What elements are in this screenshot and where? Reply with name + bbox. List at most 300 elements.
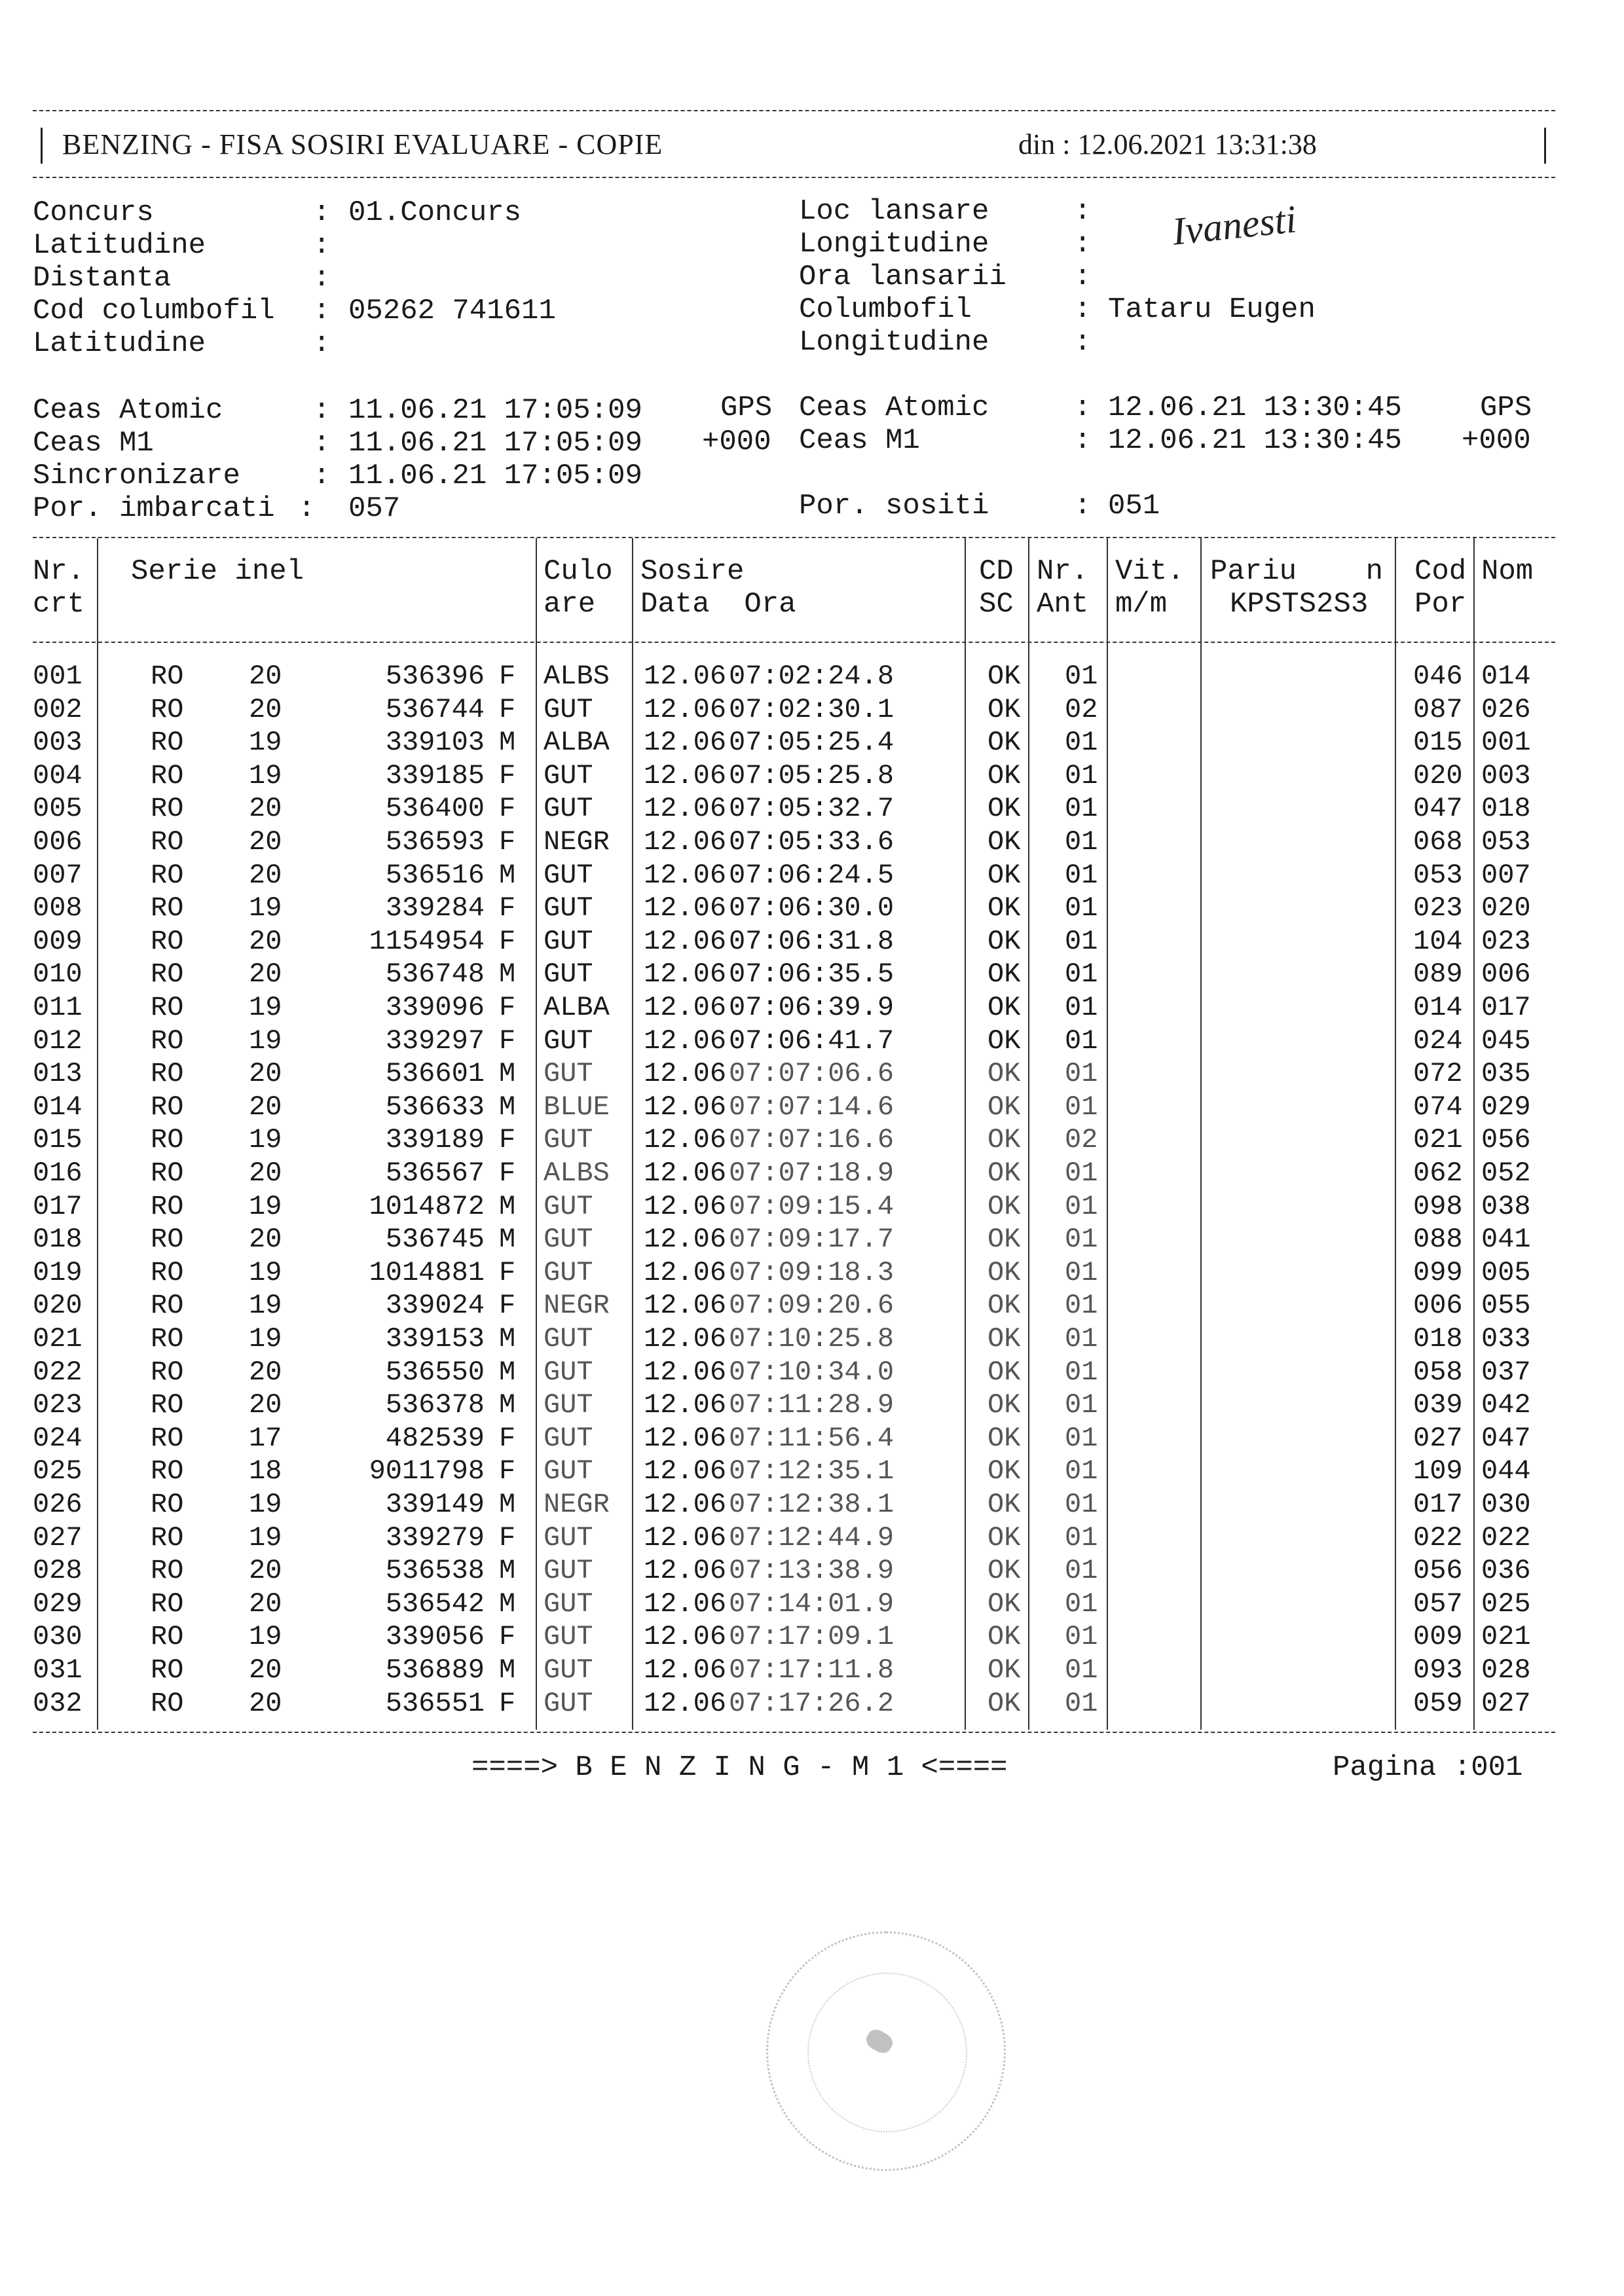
cell-ant: 01 [1065, 826, 1098, 858]
cell-culoare: ALBS [544, 1157, 610, 1189]
clock-left-value-1: 11.06.21 17:05:09 [348, 427, 642, 460]
cell-sex: F [499, 1522, 516, 1554]
cell-inel: 339185 [385, 759, 485, 792]
cell-nr: 009 [33, 925, 83, 957]
table-row [33, 859, 1555, 892]
cell-cd: OK [987, 1091, 1021, 1123]
cell-ora: 07:05:33.6 [729, 826, 895, 858]
cell-ant: 01 [1065, 1058, 1098, 1090]
cell-sex: F [499, 826, 516, 858]
cell-ora: 07:07:16.6 [729, 1124, 895, 1156]
cell-culoare: GUT [544, 1256, 593, 1288]
info-right-sep-0: : [1074, 195, 1092, 228]
cell-cd: OK [987, 1025, 1021, 1057]
cell-ora: 07:06:30.0 [729, 892, 895, 924]
cell-nom: 029 [1481, 1091, 1531, 1123]
cell-an: 18 [249, 1455, 282, 1487]
cell-cod: 057 [1413, 1588, 1463, 1620]
cell-culoare: GUT [544, 693, 593, 725]
cell-cd: OK [987, 1654, 1021, 1686]
cell-data: 12.06 [644, 1058, 727, 1090]
cell-tara: RO [151, 1621, 184, 1653]
cell-culoare: GUT [544, 892, 593, 924]
cell-cod: 039 [1413, 1389, 1463, 1421]
info-right-sep-3: : [1074, 293, 1092, 326]
cell-data: 12.06 [644, 693, 727, 725]
cell-data: 12.06 [644, 1290, 727, 1322]
cell-cd: OK [987, 759, 1021, 792]
clock-left-label-1: Ceas M1 [33, 427, 154, 460]
cell-nom: 028 [1481, 1654, 1531, 1686]
info-left-label-0: Concurs [33, 196, 154, 229]
info-left-label-2: Distanta [33, 262, 172, 295]
cell-culoare: NEGR [544, 1489, 610, 1520]
table-row [33, 1057, 1555, 1090]
cell-culoare: GUT [544, 1389, 593, 1421]
clock-left-value-3: 057 [348, 492, 401, 525]
cell-ora: 07:02:30.1 [729, 693, 895, 725]
cell-ora: 07:07:18.9 [729, 1157, 895, 1189]
cell-culoare: GUT [544, 1522, 593, 1554]
cell-inel: 536551 [385, 1687, 485, 1719]
cell-sex: M [499, 1058, 516, 1090]
cell-ant: 01 [1065, 925, 1098, 957]
cell-sex: F [499, 1124, 516, 1156]
cell-ant: 01 [1065, 958, 1098, 991]
table-row [33, 1654, 1555, 1686]
cell-culoare: GUT [544, 1422, 593, 1454]
col-header-sosire [640, 555, 796, 621]
cell-culoare: GUT [544, 1323, 593, 1355]
cell-cod: 020 [1413, 759, 1463, 792]
cell-inel: 536538 [385, 1555, 485, 1587]
info-right-value-3: Tataru Eugen [1108, 293, 1316, 326]
col-header-culoare [544, 555, 613, 621]
cell-nom: 022 [1481, 1522, 1531, 1554]
header-left-bar [41, 128, 43, 164]
cell-tara: RO [151, 661, 184, 692]
table-row [33, 1488, 1555, 1521]
cell-nr: 012 [33, 1025, 83, 1057]
cell-an: 19 [249, 1522, 282, 1554]
cell-culoare: GUT [544, 1356, 593, 1388]
cell-ora: 07:05:25.8 [729, 759, 895, 792]
cell-data: 12.06 [644, 1091, 727, 1123]
table-row [33, 892, 1555, 924]
info-left-value-3: 05262 741611 [348, 295, 556, 327]
cell-culoare: BLUE [544, 1091, 610, 1123]
cell-tara: RO [151, 1157, 184, 1189]
cell-cd: OK [987, 1588, 1021, 1620]
cell-tara: RO [151, 1224, 184, 1256]
cell-nr: 018 [33, 1224, 83, 1256]
cell-an: 19 [249, 1290, 282, 1322]
col-header-ant-line2: Ant [1037, 588, 1089, 621]
cell-ora: 07:07:06.6 [729, 1058, 895, 1090]
table-row [33, 925, 1555, 958]
cell-inel: 339153 [385, 1323, 485, 1355]
cell-ora: 07:12:35.1 [729, 1455, 895, 1487]
table-row [33, 1522, 1555, 1554]
cell-inel: 536550 [385, 1356, 485, 1388]
cell-sex: M [499, 727, 516, 759]
info-right-sep-1: : [1074, 228, 1092, 261]
cell-cd: OK [987, 727, 1021, 759]
cell-data: 12.06 [644, 992, 727, 1023]
info-right-sep-2: : [1074, 261, 1092, 293]
cell-ant: 01 [1065, 1555, 1098, 1587]
cell-sex: M [499, 1190, 516, 1222]
cell-cd: OK [987, 1256, 1021, 1288]
cell-tara: RO [151, 1058, 184, 1090]
cell-nom: 042 [1481, 1389, 1531, 1421]
cell-sex: F [499, 992, 516, 1023]
cell-ant: 01 [1065, 1621, 1098, 1653]
cell-nom: 005 [1481, 1256, 1531, 1288]
cell-nom: 018 [1481, 793, 1531, 825]
cell-inel: 536567 [385, 1157, 485, 1189]
cell-data: 12.06 [644, 1190, 727, 1222]
cell-cd: OK [987, 859, 1021, 891]
cell-nr: 006 [33, 826, 83, 858]
cell-tara: RO [151, 1422, 184, 1454]
cell-nr: 013 [33, 1058, 83, 1090]
cell-an: 19 [249, 1256, 282, 1288]
cell-sex: F [499, 1621, 516, 1653]
cell-nr: 017 [33, 1190, 83, 1222]
cell-ant: 01 [1065, 793, 1098, 825]
table-row [33, 826, 1555, 858]
table-row [33, 1190, 1555, 1223]
cell-tara: RO [151, 1091, 184, 1123]
cell-cod: 014 [1413, 992, 1463, 1023]
cell-ant: 01 [1065, 1654, 1098, 1686]
cell-inel: 536396 [385, 661, 485, 692]
info-left-label-3: Cod columbofil [33, 295, 275, 327]
cell-cod: 018 [1413, 1323, 1463, 1355]
cell-inel: 339149 [385, 1489, 485, 1520]
cell-tara: RO [151, 727, 184, 759]
cell-nr: 010 [33, 958, 83, 991]
cell-sex: M [499, 958, 516, 991]
cell-inel: 536542 [385, 1588, 485, 1620]
cell-inel: 482539 [385, 1422, 485, 1454]
cell-sex: F [499, 693, 516, 725]
cell-culoare: GUT [544, 1124, 593, 1156]
cell-tara: RO [151, 958, 184, 991]
table-row [33, 958, 1555, 991]
cell-cod: 022 [1413, 1522, 1463, 1554]
cell-cod: 009 [1413, 1621, 1463, 1653]
cell-culoare: GUT [544, 1224, 593, 1256]
cell-cd: OK [987, 925, 1021, 957]
faded-stamp [766, 1931, 1006, 2171]
cell-inel: 536400 [385, 793, 485, 825]
clock-right-sep-0: : [1074, 392, 1092, 424]
cell-inel: 339103 [385, 727, 485, 759]
cell-tara: RO [151, 826, 184, 858]
cell-nom: 055 [1481, 1290, 1531, 1322]
cell-nom: 052 [1481, 1157, 1531, 1189]
cell-cod: 047 [1413, 793, 1463, 825]
cell-cd: OK [987, 661, 1021, 692]
cell-cd: OK [987, 1356, 1021, 1388]
cell-cd: OK [987, 1224, 1021, 1256]
table-row [33, 1554, 1555, 1587]
cell-culoare: GUT [544, 1455, 593, 1487]
info-left-sep-0: : [313, 196, 331, 229]
table-row [33, 1256, 1555, 1289]
cell-nom: 001 [1481, 727, 1531, 759]
info-left-value-0: 01.Concurs [348, 196, 522, 229]
cell-cod: 098 [1413, 1190, 1463, 1222]
cell-inel: 536633 [385, 1091, 485, 1123]
cell-ora: 07:09:15.4 [729, 1190, 895, 1222]
col-header-nr-line1: Nr. [33, 555, 85, 588]
cell-ant: 01 [1065, 759, 1098, 792]
cell-ora: 07:09:18.3 [729, 1256, 895, 1288]
cell-ora: 07:05:25.4 [729, 727, 895, 759]
cell-sex: M [499, 1091, 516, 1123]
cell-cod: 046 [1413, 661, 1463, 692]
cell-data: 12.06 [644, 661, 727, 692]
table-row [33, 991, 1555, 1024]
cell-data: 12.06 [644, 1555, 727, 1587]
clock-right-sep-1: : [1074, 424, 1092, 457]
col-header-pariu-line2: KPSTS2S3 [1230, 588, 1369, 621]
cell-culoare: GUT [544, 1058, 593, 1090]
cell-cd: OK [987, 1422, 1021, 1454]
cell-an: 20 [249, 958, 282, 991]
cell-cod: 056 [1413, 1555, 1463, 1587]
col-header-cod-line2: Por [1414, 588, 1467, 621]
cell-tara: RO [151, 1256, 184, 1288]
cell-nr: 007 [33, 859, 83, 891]
table-row [33, 1687, 1555, 1720]
cell-culoare: NEGR [544, 826, 610, 858]
cell-ant: 01 [1065, 1190, 1098, 1222]
table-row [33, 660, 1555, 693]
cell-ant: 01 [1065, 1422, 1098, 1454]
cell-ora: 07:05:32.7 [729, 793, 895, 825]
cell-cd: OK [987, 892, 1021, 924]
cell-inel: 339284 [385, 892, 485, 924]
info-right-label-2: Ora lansarii [799, 261, 1006, 293]
cell-sex: F [499, 793, 516, 825]
cell-ora: 07:13:38.9 [729, 1555, 895, 1587]
cell-data: 12.06 [644, 1389, 727, 1421]
cell-tara: RO [151, 759, 184, 792]
cell-ora: 07:10:34.0 [729, 1356, 895, 1388]
cell-sex: F [499, 1025, 516, 1057]
cell-culoare: GUT [544, 793, 593, 825]
cell-inel: 1154954 [369, 925, 485, 957]
col-header-nom: Nom [1481, 555, 1534, 588]
cell-nom: 053 [1481, 826, 1531, 858]
cell-sex: M [499, 859, 516, 891]
cell-data: 12.06 [644, 1687, 727, 1719]
cell-inel: 339096 [385, 992, 485, 1023]
cell-ant: 01 [1065, 1356, 1098, 1388]
cell-sex: F [499, 1256, 516, 1288]
cell-data: 12.06 [644, 826, 727, 858]
cell-data: 12.06 [644, 1124, 727, 1156]
col-header-serie: Serie inel [131, 555, 304, 588]
cell-nom: 017 [1481, 992, 1531, 1023]
cell-data: 12.06 [644, 1455, 727, 1487]
cell-culoare: GUT [544, 958, 593, 991]
cell-ora: 07:11:28.9 [729, 1389, 895, 1421]
col-header-cod-line1: Cod [1414, 555, 1467, 588]
cell-an: 20 [249, 793, 282, 825]
col-header-vit [1115, 555, 1185, 621]
cell-culoare: GUT [544, 1190, 593, 1222]
cell-culoare: ALBA [544, 727, 610, 759]
info-right-label-4: Longitudine [799, 326, 989, 359]
cell-sex: M [499, 1356, 516, 1388]
page-number: Pagina :001 [1333, 1751, 1523, 1784]
info-right-label-0: Loc lansare [799, 195, 989, 228]
cell-an: 19 [249, 1190, 282, 1222]
cell-culoare: GUT [544, 1654, 593, 1686]
cell-culoare: GUT [544, 1025, 593, 1057]
cell-nom: 027 [1481, 1687, 1531, 1719]
clock-right-suffix-1: +000 [1462, 424, 1531, 457]
cell-sex: F [499, 759, 516, 792]
table-row [33, 1356, 1555, 1389]
cell-nom: 035 [1481, 1058, 1531, 1090]
cell-inel: 1014881 [369, 1256, 485, 1288]
col-header-ant [1037, 555, 1088, 621]
cell-cod: 053 [1413, 859, 1463, 891]
cell-an: 20 [249, 1224, 282, 1256]
cell-cod: 093 [1413, 1654, 1463, 1686]
cell-ora: 07:11:56.4 [729, 1422, 895, 1454]
table-row [33, 1025, 1555, 1057]
table-top-border [33, 537, 1555, 538]
cell-nr: 024 [33, 1422, 83, 1454]
cell-nr: 030 [33, 1621, 83, 1653]
cell-inel: 536516 [385, 859, 485, 891]
cell-data: 12.06 [644, 793, 727, 825]
cell-cd: OK [987, 1157, 1021, 1189]
cell-data: 12.06 [644, 1522, 727, 1554]
cell-nom: 037 [1481, 1356, 1531, 1388]
cell-sex: F [499, 1422, 516, 1454]
cell-ant: 01 [1065, 1687, 1098, 1719]
cell-nom: 030 [1481, 1489, 1531, 1520]
cell-nr: 016 [33, 1157, 83, 1189]
cell-culoare: GUT [544, 859, 593, 891]
cell-data: 12.06 [644, 1025, 727, 1057]
cell-data: 12.06 [644, 1256, 727, 1288]
table-row [33, 1422, 1555, 1455]
table-row [33, 1091, 1555, 1123]
cell-nr: 021 [33, 1323, 83, 1355]
cell-inel: 536889 [385, 1654, 485, 1686]
cell-ora: 07:14:01.9 [729, 1588, 895, 1620]
cell-inel: 536745 [385, 1224, 485, 1256]
cell-nr: 025 [33, 1455, 83, 1487]
cell-tara: RO [151, 992, 184, 1023]
cell-tara: RO [151, 925, 184, 957]
cell-tara: RO [151, 1555, 184, 1587]
clock-right-sep-2: : [1074, 490, 1092, 522]
cell-cod: 109 [1413, 1455, 1463, 1487]
cell-nr: 014 [33, 1091, 83, 1123]
cell-ora: 07:06:35.5 [729, 958, 895, 991]
cell-inel: 536593 [385, 826, 485, 858]
cell-tara: RO [151, 1654, 184, 1686]
cell-inel: 536378 [385, 1389, 485, 1421]
cell-culoare: ALBA [544, 992, 610, 1023]
cell-ora: 07:17:09.1 [729, 1621, 895, 1653]
cell-sex: M [499, 1323, 516, 1355]
cell-ant: 01 [1065, 1522, 1098, 1554]
cell-cod: 015 [1413, 727, 1463, 759]
cell-inel: 536601 [385, 1058, 485, 1090]
cell-nom: 014 [1481, 661, 1531, 692]
cell-nom: 047 [1481, 1422, 1531, 1454]
cell-nom: 003 [1481, 759, 1531, 792]
cell-cod: 021 [1413, 1124, 1463, 1156]
cell-nr: 031 [33, 1654, 83, 1686]
col-header-ant-line1: Nr. [1037, 555, 1089, 588]
table-row [33, 759, 1555, 792]
cell-sex: F [499, 892, 516, 924]
clock-right-value-0: 12.06.21 13:30:45 [1108, 392, 1402, 424]
cell-cd: OK [987, 1124, 1021, 1156]
cell-sex: F [499, 925, 516, 957]
cell-tara: RO [151, 1588, 184, 1620]
cell-ant: 01 [1065, 1224, 1098, 1256]
cell-ora: 07:12:44.9 [729, 1522, 895, 1554]
table-row [33, 1455, 1555, 1487]
header-bottom-border [33, 177, 1555, 178]
cell-nr: 029 [33, 1588, 83, 1620]
cell-nom: 020 [1481, 892, 1531, 924]
cell-data: 12.06 [644, 727, 727, 759]
cell-an: 20 [249, 1157, 282, 1189]
col-header-culoare-line2: are [544, 588, 596, 621]
cell-an: 19 [249, 1025, 282, 1057]
cell-data: 12.06 [644, 859, 727, 891]
table-row [33, 1588, 1555, 1620]
col-header-culoare-line1: Culo [544, 555, 613, 588]
info-left-sep-1: : [313, 229, 331, 262]
cell-cod: 087 [1413, 693, 1463, 725]
cell-cd: OK [987, 1455, 1021, 1487]
cell-tara: RO [151, 1389, 184, 1421]
cell-culoare: GUT [544, 1555, 593, 1587]
table-row [33, 1223, 1555, 1256]
cell-data: 12.06 [644, 1621, 727, 1653]
cell-nom: 033 [1481, 1323, 1531, 1355]
cell-inel: 9011798 [369, 1455, 485, 1487]
cell-culoare: GUT [544, 1621, 593, 1653]
cell-nr: 015 [33, 1124, 83, 1156]
cell-nr: 019 [33, 1256, 83, 1288]
table-row [33, 1389, 1555, 1421]
cell-nom: 023 [1481, 925, 1531, 957]
cell-nr: 027 [33, 1522, 83, 1554]
cell-cd: OK [987, 1621, 1021, 1653]
cell-an: 19 [249, 727, 282, 759]
col-header-pariu-line1: Pariu n [1210, 555, 1384, 588]
cell-nom: 044 [1481, 1455, 1531, 1487]
cell-ora: 07:12:38.1 [729, 1489, 895, 1520]
cell-ant: 01 [1065, 1389, 1098, 1421]
